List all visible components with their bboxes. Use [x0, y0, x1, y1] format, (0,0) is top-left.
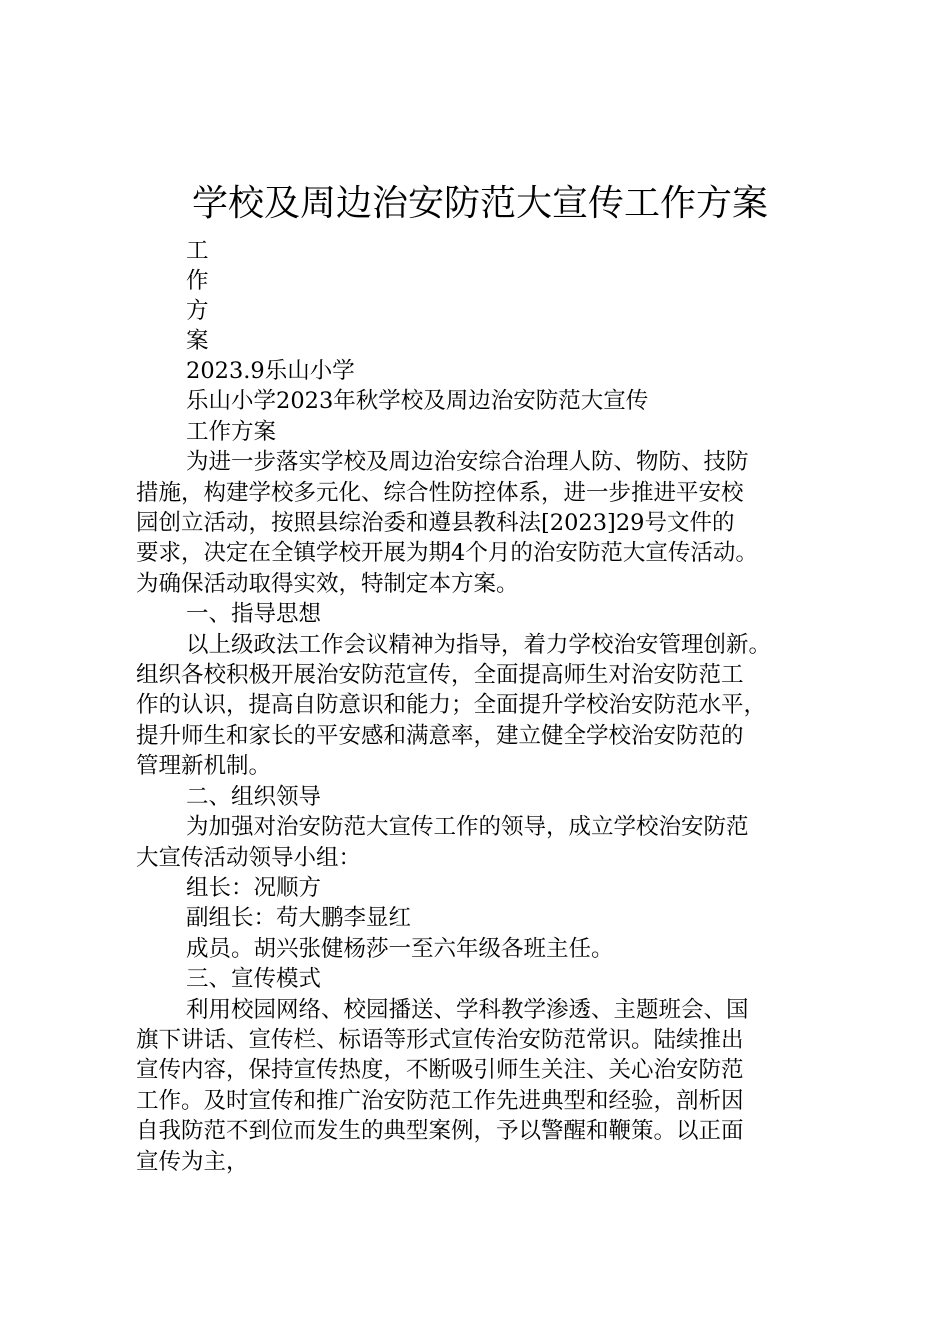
text-line: 提升师生和家长的平安感和满意率，建立健全学校治安防范的 — [136, 722, 744, 749]
document-title: 学校及周边治安防范大宣传工作方案 — [191, 183, 768, 224]
text-line: 以上级政法工作会议精神为指导，着力学校治安管理创新。 — [186, 631, 772, 658]
date-line: 2023.9乐山小学 — [186, 358, 355, 384]
text-line: 宣传为主， — [136, 1148, 249, 1175]
section1-paragraph — [136, 630, 826, 782]
vertical-char: 案 — [186, 328, 209, 354]
section-heading: 三、宣传模式 — [186, 966, 322, 993]
text-line: 组织各校积极开展治安防范宣传，全面提高师生对治安防范工 — [136, 662, 744, 689]
text-line: 为确保活动取得实效，特制定本方案。 — [136, 570, 519, 597]
leader-line: 组长：况顺方 — [186, 874, 322, 901]
text-line: 旗下讲话、宣传栏、标语等形式宣传治安防范常识。陆续推出 — [136, 1026, 744, 1053]
text-line: 工作。及时宣传和推广治安防范工作先进典型和经验，剖析因 — [136, 1087, 744, 1114]
deputy-leader-line: 副组长：苟大鹏李显红 — [186, 905, 412, 932]
text-line: 大宣传活动领导小组： — [136, 844, 362, 871]
section2-paragraph — [136, 812, 826, 873]
section-heading: 二、组织领导 — [186, 783, 322, 810]
section-heading: 一、指导思想 — [186, 601, 322, 628]
subtitle-line: 工作方案 — [186, 418, 277, 445]
vertical-char: 作 — [186, 268, 209, 294]
text-line: 自我防范不到位而发生的典型案例，予以警醒和鞭策。以正面 — [136, 1118, 744, 1145]
intro-paragraph — [136, 447, 826, 599]
text-line: 宣传内容，保持宣传热度，不断吸引师生关注、关心治安防范 — [136, 1057, 744, 1084]
text-line: 作的认识，提高自防意识和能力；全面提升学校治安防范水平， — [136, 692, 767, 719]
text-line: 要求，决定在全镇学校开展为期4个月的治安防范大宣传活动。 — [136, 540, 758, 567]
text-line: 为加强对治安防范大宣传工作的领导，成立学校治安防范 — [186, 814, 749, 841]
subtitle-line: 乐山小学2023年秋学校及周边治安防范大宣传 — [186, 388, 649, 415]
text-line: 措施，构建学校多元化、综合性防控体系，进一步推进平安校 — [136, 479, 744, 506]
text-line: 管理新机制。 — [136, 753, 272, 780]
text-line: 园创立活动，按照县综治委和遵县教科法[2023]29号文件的 — [136, 510, 735, 537]
vertical-char: 方 — [186, 298, 209, 324]
document-body — [136, 236, 826, 1177]
members-line: 成员。胡兴张健杨莎一至六年级各班主任。 — [186, 935, 614, 962]
section3-paragraph — [136, 995, 826, 1177]
text-line: 利用校园网络、校园播送、学科教学渗透、主题班会、国 — [186, 996, 749, 1023]
text-line: 为进一步落实学校及周边治安综合治理人防、物防、技防 — [186, 449, 749, 476]
vertical-char: 工 — [186, 238, 209, 264]
